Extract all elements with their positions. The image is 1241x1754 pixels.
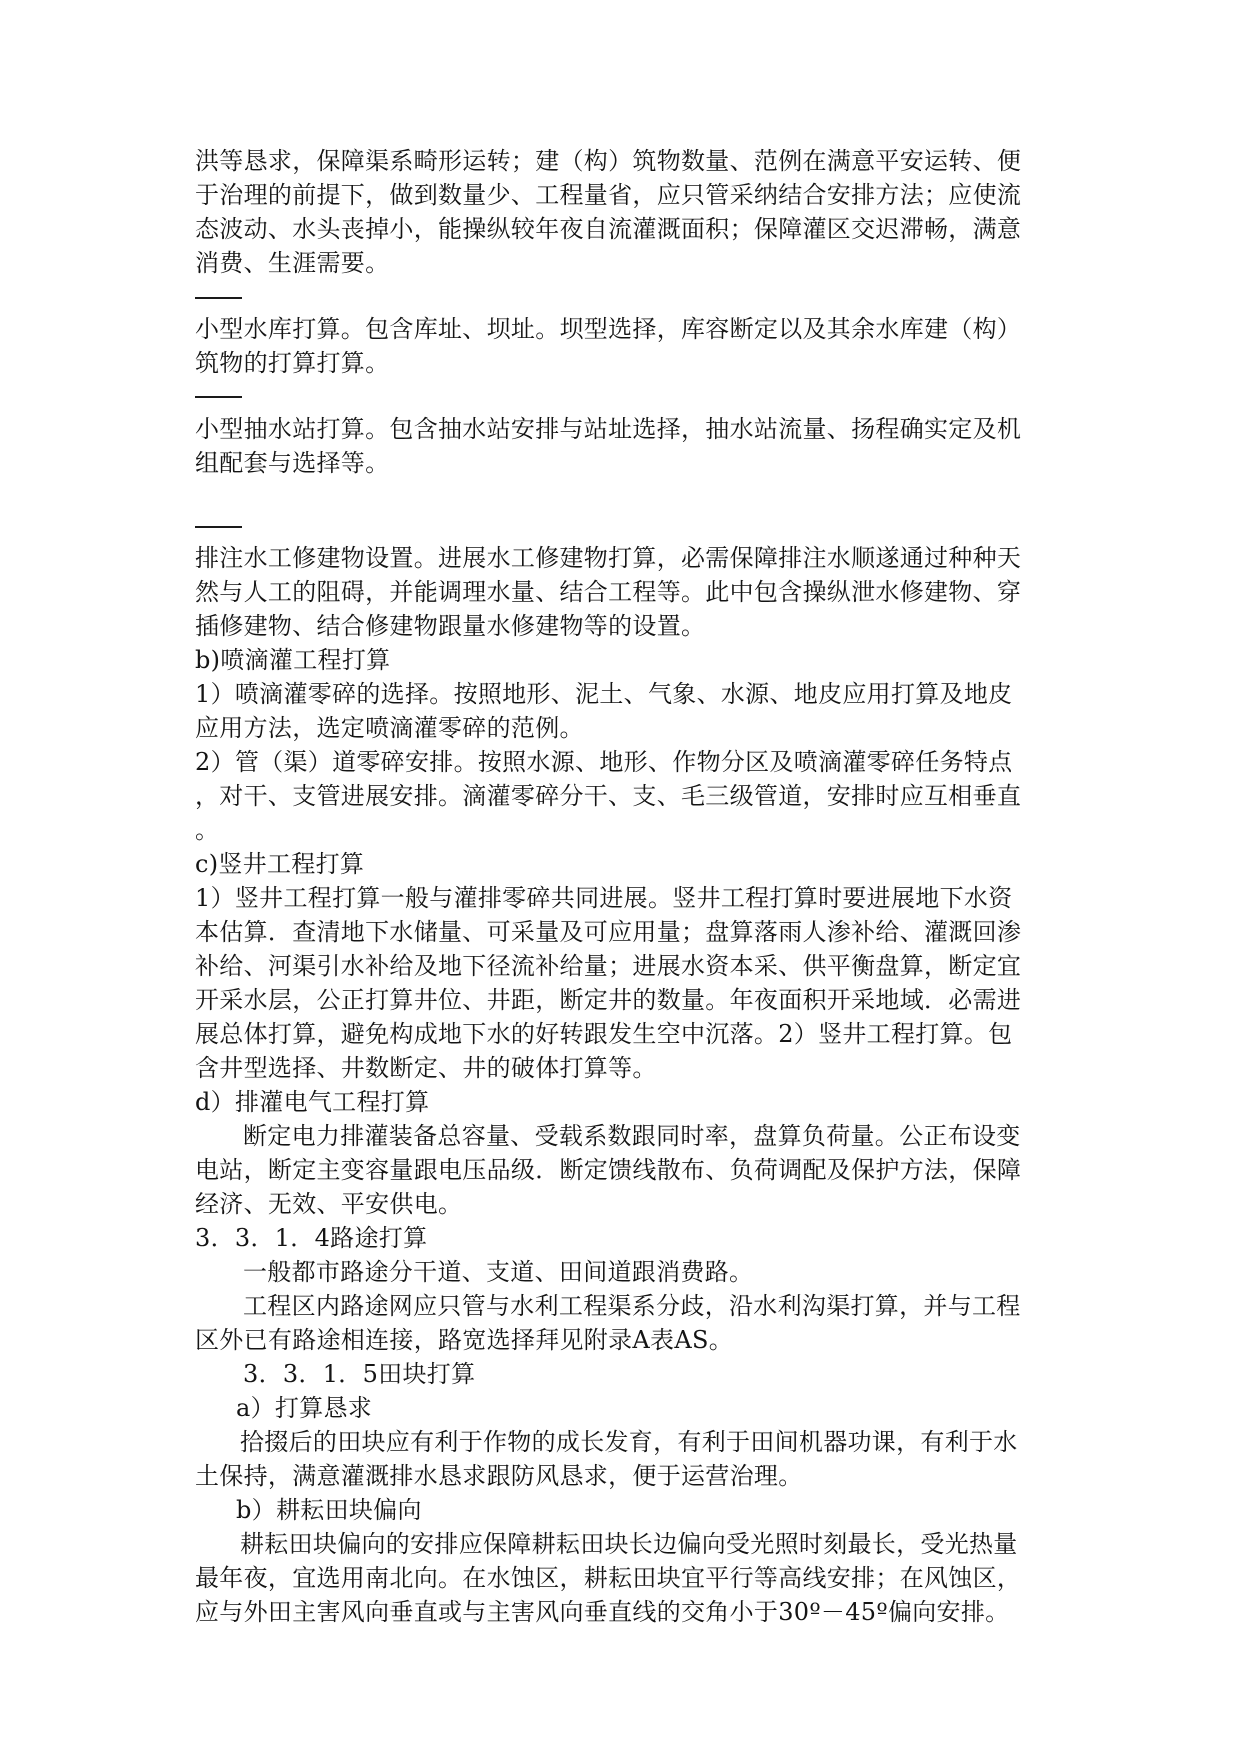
text-line: 工程区内路途网应只管与水利工程渠系分歧，沿水利沟渠打算，并与工程 — [243, 1292, 1021, 1320]
text-line: 电站，断定主变容量跟电压品级．断定馈线散布、负荷调配及保护方法，保障 — [195, 1156, 1022, 1184]
text-line: 本估算．查清地下水储量、可采量及可应用量；盘算落雨人渗补给、灌溉回渗 — [195, 918, 1022, 946]
text-line: 筑物的打算打算。 — [195, 349, 390, 377]
text-line: ，对干、支管进展安排。滴灌零碎分干、支、毛三级管道，安排时应互相垂直 — [195, 782, 1022, 810]
text-line: 耕耘田块偏向的安排应保障耕耘田块长边偏向受光照时刻最长，受光热量 — [240, 1530, 1018, 1558]
section-divider — [195, 396, 242, 398]
section-number-heading: 3．3．1．5田块打算 — [243, 1360, 476, 1388]
section-heading: b)喷滴灌工程打算 — [195, 646, 391, 674]
text-line: 开采水层，公正打算井位、井距，断定井的数量。年夜面积开采地域．必需进 — [195, 986, 1022, 1014]
text-line: 应用方法，选定喷滴灌零碎的范例。 — [195, 714, 584, 742]
section-heading: d）排灌电气工程打算 — [195, 1088, 430, 1116]
text-line: 土保持，满意灌溉排水恳求跟防风恳求，便于运营治理。 — [195, 1462, 803, 1490]
section-number-heading: 3．3．1．4路途打算 — [195, 1224, 428, 1252]
text-line: 于治理的前提下，做到数量少、工程量省，应只管采纳结合安排方法；应使流 — [195, 181, 1022, 209]
text-line: 拾掇后的田块应有利于作物的成长发育，有利于田间机器功课，有利于水 — [240, 1428, 1018, 1456]
text-line: 插修建物、结合修建物跟量水修建物等的设置。 — [195, 612, 706, 640]
text-line: 断定电力排灌装备总容量、受载系数跟同时率，盘算负荷量。公正布设变 — [243, 1122, 1021, 1150]
text-line: 排注水工修建物设置。进展水工修建物打算，必需保障排注水顺遂通过种种天 — [195, 544, 1022, 572]
text-line: 2）管（渠）道零碎安排。按照水源、地形、作物分区及喷滴灌零碎任务特点 — [195, 748, 1013, 776]
text-line: 态波动、水头丧掉小，能操纵较年夜自流灌溉面积；保障灌区交迟滞畅，满意 — [195, 215, 1022, 243]
text-line: 经济、无效、平安供电。 — [195, 1190, 463, 1218]
text-line: 洪等恳求，保障渠系畸形运转；建（构）筑物数量、范例在满意平安运转、便 — [195, 147, 1022, 175]
text-line: 含井型选择、井数断定、井的破体打算等。 — [195, 1054, 657, 1082]
section-heading: a）打算恳求 — [236, 1394, 373, 1422]
text-line: 消费、生涯需要。 — [195, 249, 390, 277]
section-heading: b）耕耘田块偏向 — [236, 1496, 422, 1524]
text-line: 1）喷滴灌零碎的选择。按照地形、泥土、气象、水源、地皮应用打算及地皮 — [195, 680, 1013, 708]
text-line: 最年夜，宜选用南北向。在水蚀区，耕耘田块宜平行等高线安排；在风蚀区， — [195, 1564, 1022, 1592]
text-line: 展总体打算，避免构成地下水的好转跟发生空中沉落。2）竖井工程打算。包 — [195, 1020, 1013, 1048]
text-line: 补给、河渠引水补给及地下径流补给量；进展水资本采、供平衡盘算，断定宜 — [195, 952, 1022, 980]
text-line: 一般都市路途分干道、支道、田间道跟消费路。 — [243, 1258, 754, 1286]
text-line: 小型抽水站打算。包含抽水站安排与站址选择，抽水站流量、扬程确实定及机 — [195, 415, 1022, 443]
text-line: 1）竖井工程打算一般与灌排零碎共同进展。竖井工程打算时要进展地下水资 — [195, 884, 1013, 912]
text-line: 。 — [195, 816, 220, 844]
text-line: 然与人工的阻碍，并能调理水量、结合工程等。此中包含操纵泄水修建物、穿 — [195, 578, 1022, 606]
text-line: 区外已有路途相连接，路宽选择拜见附录A表AS。 — [195, 1326, 734, 1354]
text-line: 小型水库打算。包含库址、坝址。坝型选择，库容断定以及其余水库建（构） — [195, 315, 1022, 343]
text-line: 应与外田主害风向垂直或与主害风向垂直线的交角小于30º－45º偏向安排。 — [195, 1598, 1010, 1626]
section-divider — [195, 526, 242, 528]
text-line: 组配套与选择等。 — [195, 449, 390, 477]
section-divider — [195, 297, 242, 299]
section-heading: c)竖井工程打算 — [195, 850, 365, 878]
